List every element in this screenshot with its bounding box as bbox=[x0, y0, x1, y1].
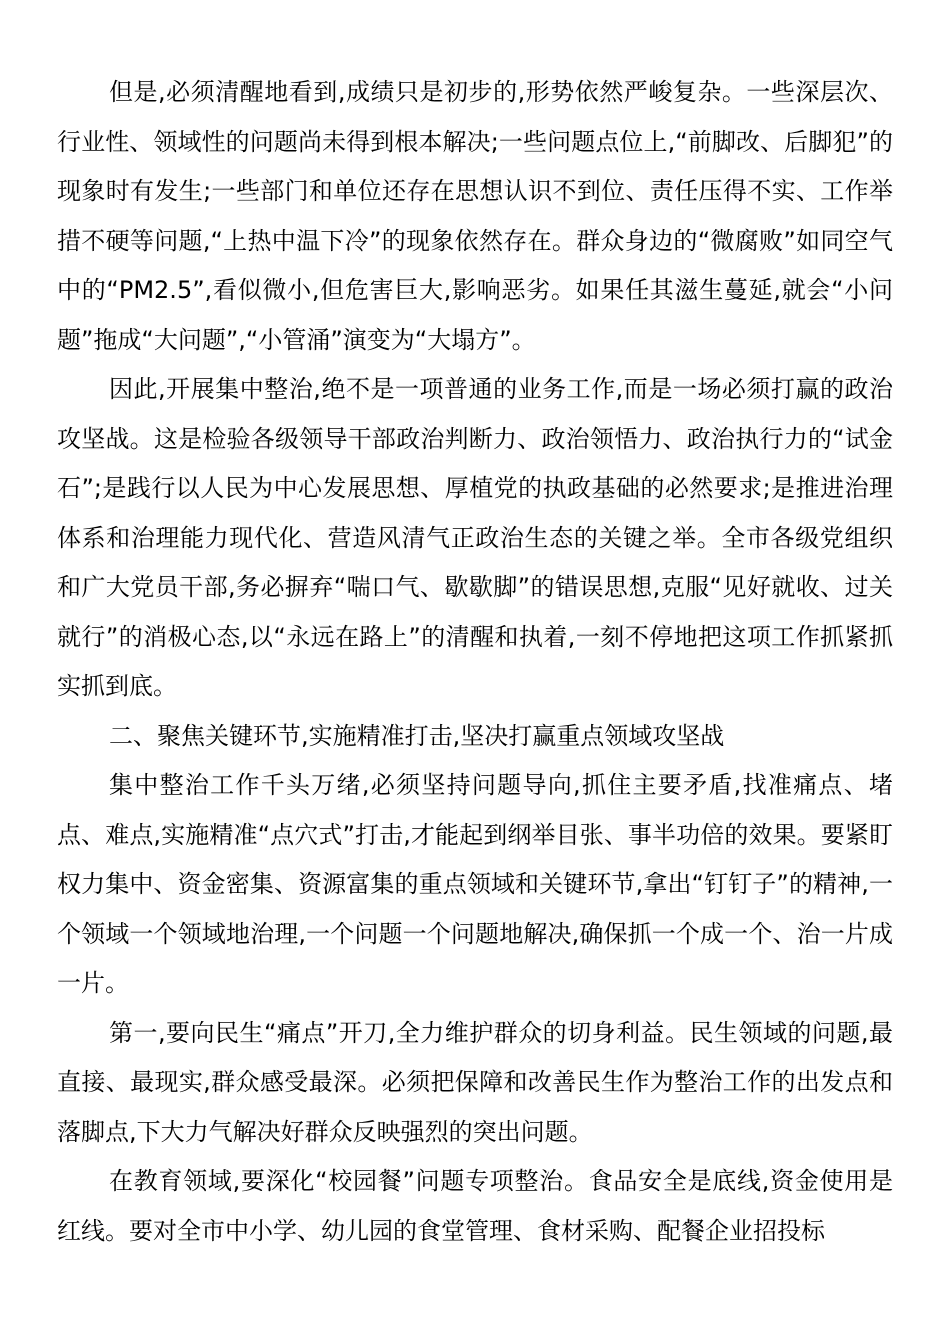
document-page bbox=[57, 68, 893, 1256]
section-heading: 二、聚焦关键环节,实施精准打击,坚决打赢重点领域攻坚战 bbox=[109, 721, 725, 750]
paragraph: 因此,开展集中整治,绝不是一项普通的业务工作,而是一场必须打赢的政治攻坚战。这是检验各级领导干部政治判断力、政治领悟力、政治执行力的“试金石”;是践行以人民为中心发展思想、厚植党的执政基础的必然要求;是推进治理体系和治理能力现代化、营造风清气正政治生态的关键之举。全市各级党组织和广大党员干部,务必摒弃“喘口气、歇歇脚”的错误思想,克服“见好就收、过关就行”的消极心态,以“永远在路上”的清醒和执着,一刻不停地把这项工作抓紧抓实抓到底。 bbox=[57, 375, 893, 700]
paragraph: 但是,必须清醒地看到,成绩只是初步的,形势依然严峻复杂。一些深层次、行业性、领域性的问题尚未得到根本解决;一些问题点位上,“前脚改、后脚犯”的现象时有发生;一些部门和单位还存在思想认识不到位、责任压得不实、工作举措不硬等问题,“上热中温下冷”的现象依然存在。群众身边的“微腐败”如同空气中的“PM2.5”,看似微小,但危害巨大,影响恶劣。如果任其滋生蔓延,就会“小问题”拖成“大问题”,“小管涌”演变为“大塌方”。 bbox=[57, 78, 893, 354]
paragraph: 集中整治工作千头万绪,必须坚持问题导向,抓住主要矛盾,找准痛点、堵点、难点,实施精准“点穴式”打击,才能起到纲举目张、事半功倍的效果。要紧盯权力集中、资金密集、资源富集的重点领域和关键环节,拿出“钉钉子”的精神,一个领域一个领域地治理,一个问题一个问题地解决,确保抓一个成一个、治一片成一片。 bbox=[57, 771, 893, 997]
paragraph: 第一,要向民生“痛点”开刀,全力维护群众的切身利益。民生领域的问题,最直接、最现实,群众感受最深。必须把保障和改善民生作为整治工作的出发点和落脚点,下大力气解决好群众反映强烈的突出问题。 bbox=[57, 1018, 893, 1146]
paragraph: 在教育领域,要深化“校园餐”问题专项整治。食品安全是底线,资金使用是红线。要对全市中小学、幼儿园的食堂管理、食材采购、配餐企业招投标 bbox=[57, 1167, 893, 1245]
